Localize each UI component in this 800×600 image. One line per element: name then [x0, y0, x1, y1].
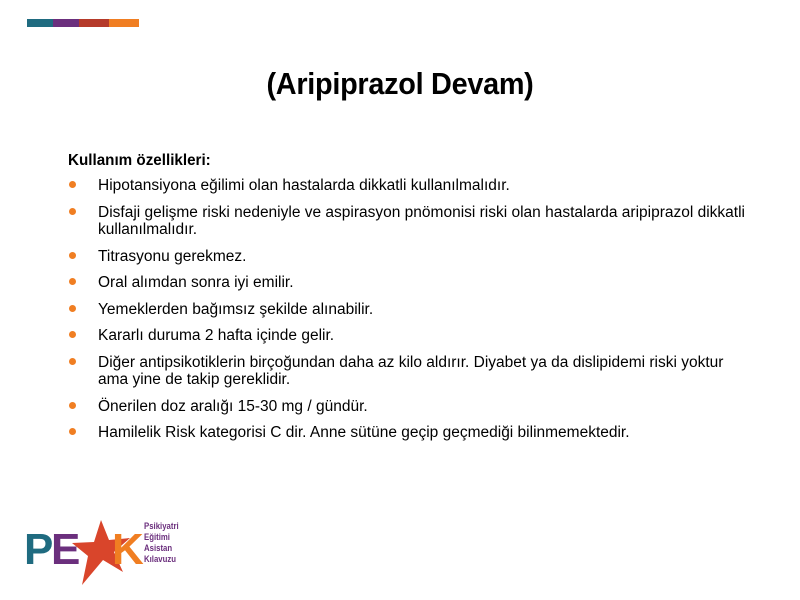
accent-segment — [109, 19, 139, 27]
list-item — [68, 398, 748, 416]
bullet-text: Titrasyonu gerekmez. — [98, 247, 247, 265]
logo-line: Kılavuzu — [144, 554, 177, 565]
list-item — [68, 424, 748, 442]
bullet-icon — [69, 402, 76, 409]
bullet-icon — [69, 208, 76, 215]
accent-segment — [53, 19, 79, 27]
bullet-icon — [69, 358, 76, 365]
accent-segment — [79, 19, 109, 27]
accent-bar — [27, 19, 139, 27]
list-item — [68, 248, 748, 266]
bullet-text: Hipotansiyona eğilimi olan hastalarda dikkatli kullanılmalıdır. — [98, 177, 510, 194]
logo-line: Psikiyatri — [144, 521, 179, 532]
list-item — [68, 177, 748, 195]
list-item — [68, 204, 748, 239]
bullet-icon — [69, 181, 76, 188]
bullet-text: Hamilelik Risk kategorisi C dir. Anne sütüne geçip geçmediği bilinmemektedir. — [98, 424, 630, 441]
bullet-text: Kararlı duruma 2 hafta içinde gelir. — [98, 327, 335, 344]
bullet-text: Önerilen doz aralığı 15-30 mg / gündür. — [98, 397, 368, 415]
slide-content — [68, 152, 748, 451]
bullet-icon — [69, 305, 76, 312]
section-heading: Kullanım özellikleri: — [68, 152, 211, 169]
bullet-list — [68, 177, 748, 442]
accent-segment — [27, 19, 53, 27]
list-item — [68, 274, 748, 292]
bullet-text: Oral alımdan sonra iyi emilir. — [98, 274, 294, 291]
bullet-icon — [69, 428, 76, 435]
bullet-text: Yemeklerden bağımsız şekilde alınabilir. — [98, 300, 374, 318]
logo-letter-e: E — [51, 525, 81, 574]
slide-title: (Aripiprazol Devam) — [266, 66, 534, 101]
list-item — [68, 301, 748, 319]
list-item — [68, 354, 748, 389]
logo-letter-k: K — [112, 525, 144, 574]
logo-line: Eğitimi — [144, 532, 170, 543]
list-item — [68, 327, 748, 345]
bullet-icon — [69, 252, 76, 259]
bullet-text: Disfaji gelişme riski nedeniyle ve aspirasyon pnömonisi riski olan hastalarda aripiprazol dikkatli kullanılmalıdır. — [98, 203, 745, 238]
logo-tagline — [144, 521, 179, 565]
bullet-text: Diğer antipsikotiklerin birçoğundan daha az kilo aldırır. Diyabet ya da dislipidemi riski yoktur ama yine de takip gereklidir. — [98, 353, 724, 388]
logo-letter-p: P — [24, 525, 54, 574]
logo-line: Asistan — [144, 543, 173, 554]
bullet-icon — [69, 331, 76, 338]
bullet-icon — [69, 278, 76, 285]
